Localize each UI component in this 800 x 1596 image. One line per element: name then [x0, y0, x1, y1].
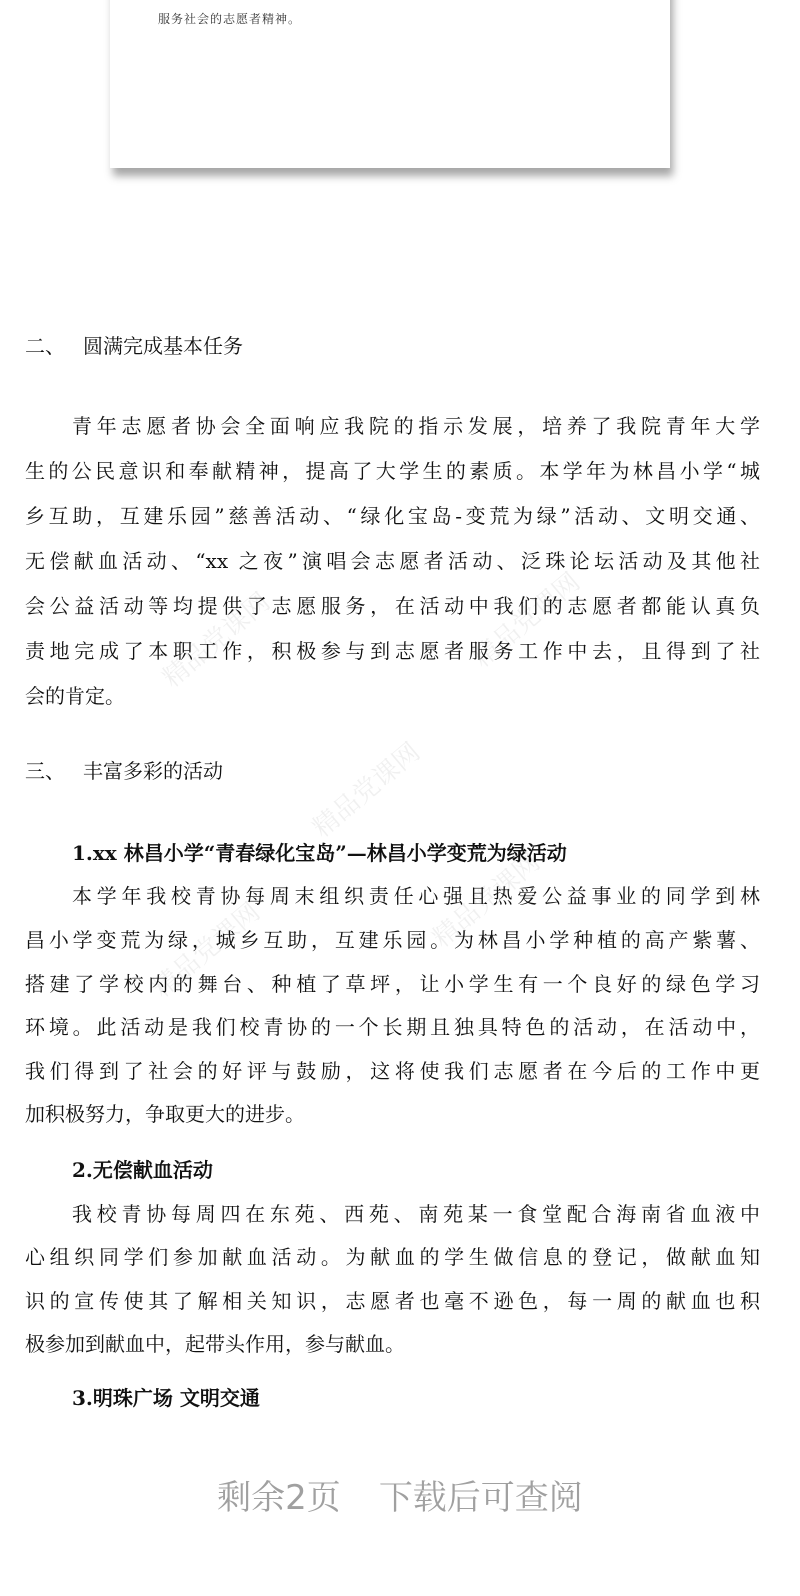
section-2-title: 圆满完成基本任务 — [83, 334, 243, 358]
paragraph-line: 无偿献血活动、“xx 之夜”演唱会志愿者活动、泛珠论坛活动及其他社 — [25, 549, 760, 573]
remaining-pages-text: 剩余2页 — [217, 1478, 341, 1518]
watermark: 精品党课网 — [147, 897, 267, 1004]
section-3-number: 三、 — [25, 759, 65, 783]
previous-page-card — [110, 0, 670, 168]
paragraph-line: 识的宣传使其了解相关知识，志愿者也毫不逊色，每一周的献血也积 — [25, 1289, 760, 1313]
section-2-heading — [25, 331, 243, 361]
paragraph-line: 加积极努力，争取更大的进步。 — [25, 1102, 305, 1126]
paragraph-line: 极参加到献血中，起带头作用，参与献血。 — [25, 1332, 405, 1356]
section-2-number: 二、 — [25, 334, 65, 358]
download-to-view-text: 下载后可查阅 — [378, 1478, 583, 1518]
paragraph-line: 昌小学变荒为绿，城乡互助，互建乐园。为林昌小学种植的高产紫薯、 — [25, 928, 760, 952]
section-3-heading — [25, 756, 223, 786]
paragraph-line: 会的肯定。 — [25, 684, 125, 708]
paragraph-line: 会公益活动等均提供了志愿服务，在活动中我们的志愿者都能认真负 — [25, 594, 760, 618]
paragraph-line: 乡互助，互建乐园”慈善活动、“绿化宝岛-变荒为绿”活动、文明交通、 — [25, 504, 760, 528]
paragraph-line: 环境。此活动是我们校青协的一个长期且独具特色的活动，在活动中， — [25, 1015, 760, 1039]
paragraph-line: 我们得到了社会的好评与鼓励，这将使我们志愿者在今后的工作中更 — [25, 1059, 760, 1083]
watermark: 精品党课网 — [307, 737, 427, 844]
paragraph-line: 搭建了学校内的舞台、种植了草坪，让小学生有一个良好的绿色学习 — [25, 972, 760, 996]
paragraph-line: 责地完成了本职工作，积极参与到志愿者服务工作中去，且得到了社 — [25, 639, 760, 663]
section-3-title: 丰富多彩的活动 — [83, 759, 223, 783]
paragraph-line: 生的公民意识和奉献精神，提高了大学生的素质。本学年为林昌小学“城 — [25, 459, 760, 483]
paragraph-line: 心组织同学们参加献血活动。为献血的学生做信息的登记，做献血知 — [25, 1245, 760, 1269]
watermark: 精品党课网 — [427, 847, 547, 954]
subsection-title: 2.无偿献血活动 — [72, 1158, 213, 1182]
previous-page-last-line: 服务社会的志愿者精神。 — [158, 12, 302, 26]
watermark: 精品党课网 — [157, 587, 277, 694]
watermark: 精品党课网 — [467, 567, 587, 674]
paragraph-line: 青年志愿者协会全面响应我院的指示发展，培养了我院青年大学 — [72, 414, 760, 438]
subsection-title: 3.明珠广场 文明交通 — [72, 1386, 260, 1410]
paragraph-line: 本学年我校青协每周末组织责任心强且热爱公益事业的同学到林 — [72, 884, 760, 908]
download-prompt[interactable] — [0, 1470, 800, 1519]
paragraph-line: 我校青协每周四在东苑、西苑、南苑某一食堂配合海南省血液中 — [72, 1202, 760, 1226]
subsection-title: 1.xx 林昌小学“青春绿化宝岛”—林昌小学变荒为绿活动 — [72, 841, 567, 865]
